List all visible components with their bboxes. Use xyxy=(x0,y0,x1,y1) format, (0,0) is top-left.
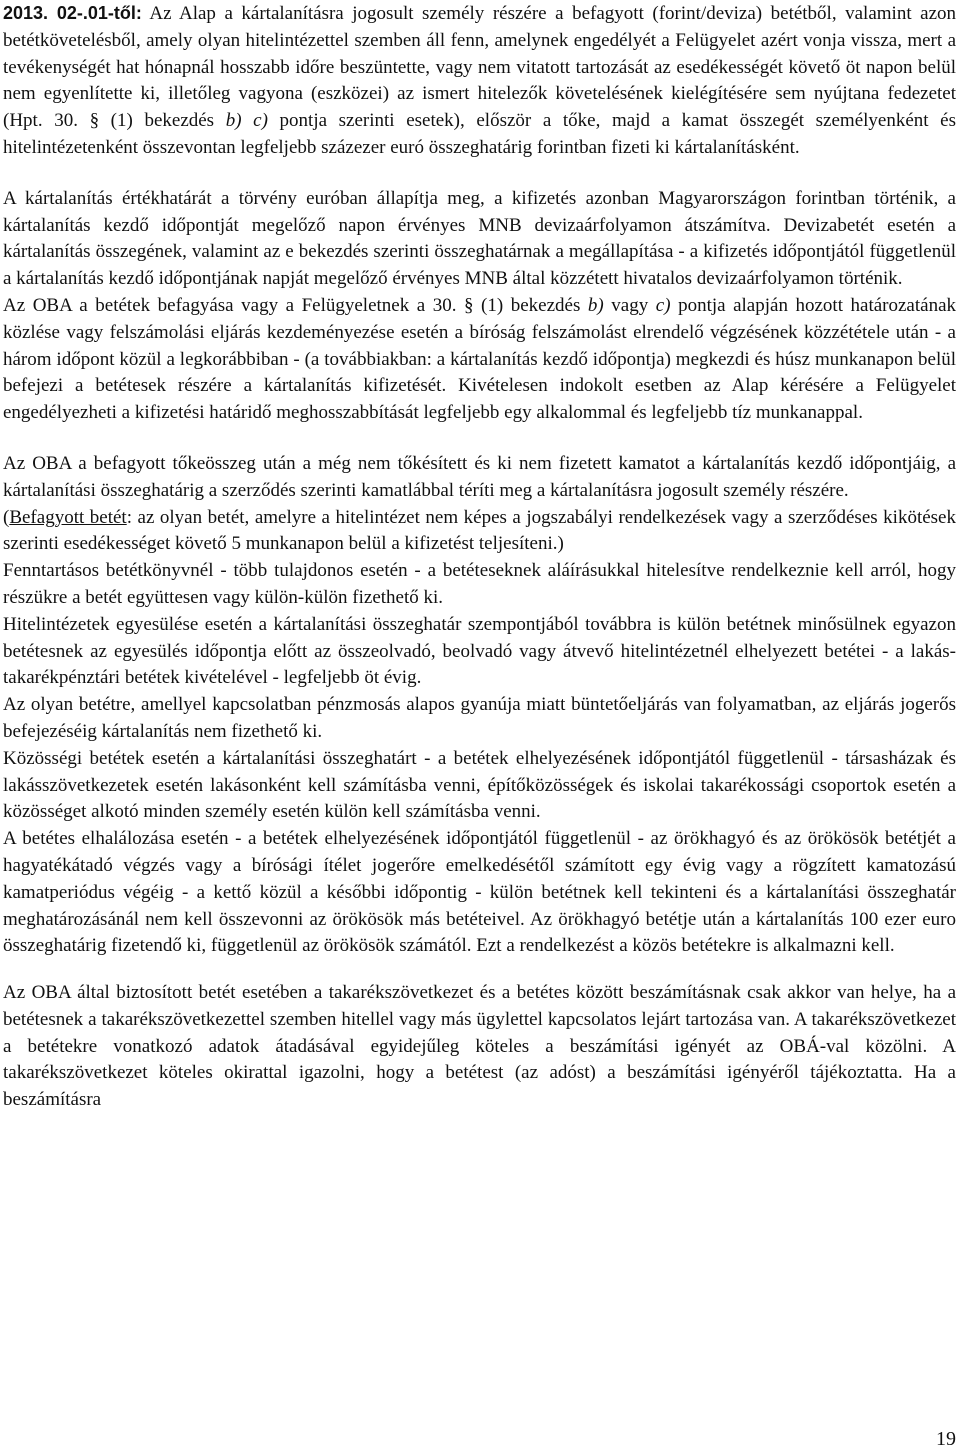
defined-term: Befagyott betét xyxy=(9,506,127,528)
document-page xyxy=(3,0,956,1114)
paragraph-frozen-deposit-definition: (Befagyott betét: az olyan betét, amelyre a hitelintézet nem képes a jogszabályi rendelkezések vagy a szerződéses kikötések szerinti esedékességet követő 5 munkanapon belül a kifizetést teljesíteni.) xyxy=(3,506,956,555)
paragraph-interest: Az OBA a befagyott tőkeösszeg után a még nem tőkésített és ki nem fizetett kamatot a kártalanítás kezdő időpontjáig, a kártalanítási összeghatárig a szerződés szerinti kamatlábbal téríti meg a kártalanításra jogosult személy részére. xyxy=(3,452,956,501)
paragraph-money-laundering: Az olyan betétre, amellyel kapcsolatban pénzmosás alapos gyanúja miatt büntetőeljárás van folyamatban, az eljárás jogerős befejezéséig kártalanítás nem fizethető ki. xyxy=(3,694,956,742)
paragraph-decease: A betétes elhalálozása esetén - a betétek elhelyezésének időpontjától függetlenül - az örökhagyó és az örökösök betétjét a hagyatékátadó végzés vagy a bírósági ítélet jogerőre emelkedésétől számított egy évig vagy a rögzített kamatozású kamatperiódus végéig - a kettő közül a későbbi időpontig - külön betétnek kell tekinteni és a kártalanítási összeghatár meghatározásánál nem kell összevonni az örökösök más betéteivel. Az örökhagyó betétje után a kártalanítás 100 ezer euro összeghatárig fizetendő ki, függetlenül az örökösök számától. Ezt a rendelkezést a közös betétekre is alkalmazni kell. xyxy=(3,828,956,957)
page-number: 19 xyxy=(936,1428,956,1450)
paragraph-reserved-passbook: Fenntartásos betétkönyvnél - több tulajdonos esetén - a betéteseknek aláírásukkal hitelesítve rendelkeznie kell arról, hogy részükre a betét együttesen vagy külön-külön fizethető ki. xyxy=(3,560,956,608)
paragraph-merger: Hitelintézetek egyesülése esetén a kártalanítási összeghatár szempontjából továbbra is külön betétnek minősülnek egyazon betétesnek az egyesülés időpontja előtt az összeolvadó, beolvadó vagy átvevő hitelintézetnél elhelyezett betétei - a lakás-takarékpénztári betétek kivételével - legfeljebb öt évig. xyxy=(3,613,956,689)
paragraph-offset: Az OBA által biztosított betét esetében a takarékszövetkezet és a betétes között beszámításnak csak akkor van helye, ha a betétesnek a takarékszövetkezettel szemben hitellel vagy más ügylettel kapcsolatos lejárt tartozása van. A takarékszövetkezet a betétekre vonatkozó adatok átadásával egyidejűleg köteles a beszámítási igényét az OBÁ-val közölni. A takarékszövetkezet köteles okirattal igazolni, hogy a betétest (az adóst) a beszámítási igényéről tájékoztatta. Ha a beszámításra xyxy=(3,982,956,1111)
effective-date-heading: 2013. 02-.01-től: xyxy=(3,3,142,23)
paragraph-compensation-rule: 2013. 02-.01-től: Az Alap a kártalanításra jogosult személy részére a befagyott (forint/deviza) betétből, valamint azon betétkövetelésből, amely olyan hitelintézettel szemben áll fenn, amelynek engedélyét a Felügyelet azért vonja vissza, mert a tevékenységét hat hónapnál hosszabb időre beszüntette, vagy nem vitatott tartozását az esedékességét követő öt napon belül nem egyenlítette ki, illetőleg vagyona (eszközei) az ismert hitelezők követelésének kielégítésére sem nyújtana fedezetet (Hpt. 30. § (1) bekezdés b) c) pontja szerinti esetek), először a tőke, majd a kamat összegét személyenként és hitelintézetenként összevontan legfeljebb százezer euró összeghatárig forintban fizeti ki kártalanításként. xyxy=(3,3,957,158)
paragraph-value-limit: A kártalanítás értékhatárát a törvény euróban állapítja meg, a kifizetés azonban Magyarországon forintban történik, a kártalanítás kezdő időpontját megelőző napon érvényes MNB devizaárfolyamon átszámítva. Devizabetét esetén a kártalanítás összegének, valamint az e bekezdés szerinti összeghatárnak a megállapítása - a kifizetés időpontjától függetlenül a kártalanítás kezdő időpontjának napját megelőző érvényes MNB által közzétett hivatalos devizaárfolyamon történik. xyxy=(3,187,956,290)
paragraph-community-deposits: Közösségi betétek esetén a kártalanítási összeghatárt - a betétek elhelyezésének időpontjától függetlenül - társasházak és lakásszövetkezetek esetén lakásonként kell számításba venni, építőközösségek és iskolai takarékossági csoportok esetén a közösséget alkotó minden személy esetén külön kell számításba venni. xyxy=(3,747,956,823)
paragraph-payout-start: Az OBA a betétek befagyása vagy a Felügyeletnek a 30. § (1) bekezdés b) vagy c) pontja alapján hozott határozatának közlése vagy felszámolási eljárás kezdeményezése esetén a bíróság felszámolást elrendelő végzésének közzététele után - a három időpont közül a legkorábbiban - (a továbbiakban: a kártalanítás kezdő időpontja) megkezdi és húsz munkanapon belül befejezi a betétesek részére a kártalanítás kifizetését. Kivételesen indokolt esetben az Alap kérésére a Felügyelet engedélyezheti a kifizetési határidő meghosszabbítását legfeljebb egy alkalommal és legfeljebb tíz munkanappal. xyxy=(3,294,957,424)
